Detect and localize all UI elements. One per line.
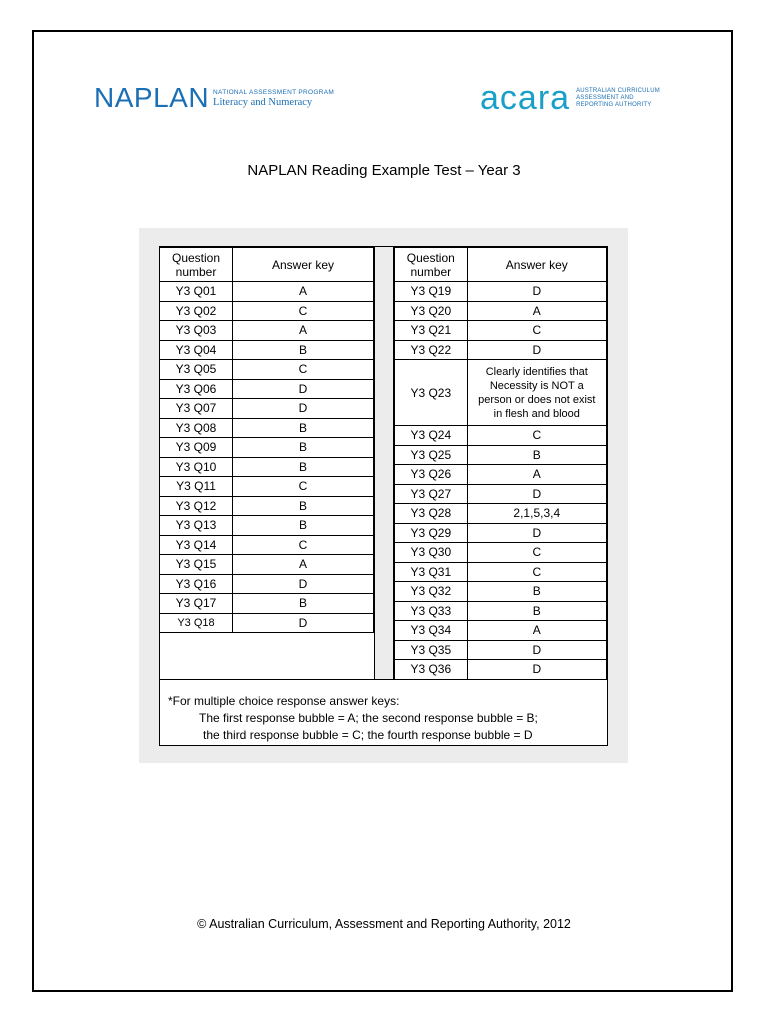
table-row bbox=[395, 445, 607, 465]
question-number-cell: Y3 Q04 bbox=[160, 340, 233, 360]
answer-cell: B bbox=[233, 340, 374, 360]
answer-cell: B bbox=[467, 582, 606, 602]
answer-cell: A bbox=[467, 301, 606, 321]
table-row bbox=[160, 418, 374, 438]
naplan-logo bbox=[94, 84, 334, 112]
naplan-logo-line2: Literacy and Numeracy bbox=[213, 97, 313, 108]
footnote-line-1: *For multiple choice response answer keys: bbox=[168, 694, 400, 708]
table-row bbox=[160, 457, 374, 477]
question-number-cell: Y3 Q23 bbox=[395, 360, 468, 426]
question-number-cell: Y3 Q19 bbox=[395, 282, 468, 302]
question-number-cell: Y3 Q22 bbox=[395, 340, 468, 360]
answer-cell: B bbox=[233, 496, 374, 516]
question-number-cell: Y3 Q12 bbox=[160, 496, 233, 516]
table-row bbox=[160, 301, 374, 321]
table-row bbox=[395, 426, 607, 446]
table-row bbox=[395, 543, 607, 563]
table-row bbox=[160, 613, 374, 633]
answer-cell: C bbox=[467, 426, 606, 446]
table-row bbox=[395, 621, 607, 641]
answer-key-table-right bbox=[394, 247, 607, 680]
table-row bbox=[395, 465, 607, 485]
question-number-cell: Y3 Q02 bbox=[160, 301, 233, 321]
question-number-header-line: number bbox=[410, 264, 452, 279]
answer-cell: C bbox=[233, 477, 374, 497]
question-number-cell: Y3 Q16 bbox=[160, 574, 233, 594]
question-number-cell: Y3 Q14 bbox=[160, 535, 233, 555]
table-row bbox=[395, 484, 607, 504]
table-row bbox=[160, 555, 374, 575]
question-number-cell: Y3 Q20 bbox=[395, 301, 468, 321]
question-number-cell: Y3 Q05 bbox=[160, 360, 233, 380]
answer-cell: D bbox=[467, 484, 606, 504]
answer-cell-line: Clearly identifies that bbox=[485, 365, 588, 378]
answer-cell: D bbox=[233, 379, 374, 399]
question-number-cell: Y3 Q29 bbox=[395, 523, 468, 543]
naplan-logo-line1: NATIONAL ASSESSMENT PROGRAM bbox=[213, 89, 335, 96]
answer-cell: 2,1,5,3,4 bbox=[467, 504, 606, 524]
document-title: NAPLAN Reading Example Test – Year 3 bbox=[247, 162, 521, 179]
answer-cell: A bbox=[467, 621, 606, 641]
table-row bbox=[160, 594, 374, 614]
footnote-line-3: the third response bubble = C; the fourth response bubble = D bbox=[203, 728, 533, 742]
answer-cell: A bbox=[233, 282, 374, 302]
table-row bbox=[160, 438, 374, 458]
acara-logo-word: acara bbox=[480, 79, 571, 117]
question-number-cell: Y3 Q34 bbox=[395, 621, 468, 641]
question-number-cell: Y3 Q35 bbox=[395, 640, 468, 660]
footnote-line-2: The first response bubble = A; the second response bubble = B; bbox=[199, 711, 538, 725]
answer-cell: A bbox=[233, 321, 374, 341]
answer-key-header: Answer key bbox=[467, 248, 606, 282]
question-number-cell: Y3 Q21 bbox=[395, 321, 468, 341]
question-number-header bbox=[395, 248, 468, 282]
question-number-cell: Y3 Q10 bbox=[160, 457, 233, 477]
question-number-cell: Y3 Q17 bbox=[160, 594, 233, 614]
table-row bbox=[160, 535, 374, 555]
table-row bbox=[160, 360, 374, 380]
table-header-row bbox=[395, 248, 607, 282]
table-row bbox=[395, 301, 607, 321]
answer-cell: A bbox=[233, 555, 374, 575]
column-gap bbox=[374, 247, 394, 680]
answer-cell: D bbox=[467, 340, 606, 360]
answer-cell: B bbox=[467, 601, 606, 621]
question-number-cell: Y3 Q11 bbox=[160, 477, 233, 497]
answer-cell: B bbox=[233, 457, 374, 477]
table-row bbox=[395, 660, 607, 680]
question-number-cell: Y3 Q30 bbox=[395, 543, 468, 563]
question-number-cell: Y3 Q09 bbox=[160, 438, 233, 458]
answer-cell: D bbox=[233, 574, 374, 594]
question-number-header bbox=[160, 248, 233, 282]
answer-cell-line: Necessity is NOT a bbox=[489, 379, 584, 392]
table-row bbox=[395, 523, 607, 543]
question-number-cell: Y3 Q33 bbox=[395, 601, 468, 621]
table-row bbox=[160, 321, 374, 341]
naplan-logo-subtitle bbox=[213, 88, 334, 108]
question-number-cell: Y3 Q36 bbox=[395, 660, 468, 680]
answer-key-table-left bbox=[159, 247, 374, 633]
answer-cell: D bbox=[233, 613, 374, 633]
table-row bbox=[160, 516, 374, 536]
answer-cell: D bbox=[467, 282, 606, 302]
answer-cell: C bbox=[467, 543, 606, 563]
question-number-cell: Y3 Q18 bbox=[160, 613, 233, 633]
table-row bbox=[395, 360, 607, 426]
acara-logo-line3: REPORTING AUTHORITY bbox=[576, 101, 652, 108]
question-number-cell: Y3 Q06 bbox=[160, 379, 233, 399]
answer-cell: C bbox=[467, 562, 606, 582]
acara-logo bbox=[480, 79, 660, 117]
table-row bbox=[395, 582, 607, 602]
answer-key-box bbox=[159, 246, 608, 746]
answer-cell: C bbox=[467, 321, 606, 341]
table-divider bbox=[160, 679, 607, 680]
question-number-header-line: Question bbox=[171, 250, 221, 265]
question-number-cell: Y3 Q26 bbox=[395, 465, 468, 485]
answer-key-footnote bbox=[168, 693, 538, 744]
table-row bbox=[395, 601, 607, 621]
table-row bbox=[160, 399, 374, 419]
question-number-cell: Y3 Q15 bbox=[160, 555, 233, 575]
question-number-header-line: number bbox=[175, 264, 217, 279]
answer-cell: B bbox=[233, 438, 374, 458]
answer-cell: D bbox=[233, 399, 374, 419]
question-number-cell: Y3 Q27 bbox=[395, 484, 468, 504]
question-number-header-line: Question bbox=[406, 250, 455, 265]
table-row bbox=[160, 477, 374, 497]
table-row bbox=[395, 504, 607, 524]
question-number-cell: Y3 Q08 bbox=[160, 418, 233, 438]
table-row bbox=[395, 282, 607, 302]
question-number-cell: Y3 Q24 bbox=[395, 426, 468, 446]
acara-logo-line1: AUSTRALIAN CURRICULUM bbox=[576, 87, 660, 94]
answer-cell: C bbox=[233, 535, 374, 555]
answer-cell: B bbox=[233, 418, 374, 438]
answer-cell: B bbox=[233, 516, 374, 536]
question-number-cell: Y3 Q31 bbox=[395, 562, 468, 582]
question-number-cell: Y3 Q13 bbox=[160, 516, 233, 536]
table-header-row bbox=[160, 248, 374, 282]
table-row bbox=[395, 321, 607, 341]
copyright-notice: © Australian Curriculum, Assessment and Reporting Authority, 2012 bbox=[197, 917, 571, 931]
naplan-logo-word: NAPLAN bbox=[94, 82, 210, 113]
table-row bbox=[160, 340, 374, 360]
question-number-cell: Y3 Q32 bbox=[395, 582, 468, 602]
answer-cell: C bbox=[233, 301, 374, 321]
answer-cell: D bbox=[467, 640, 606, 660]
acara-logo-subtitle bbox=[576, 88, 660, 109]
answer-cell bbox=[467, 360, 606, 426]
answer-cell: B bbox=[233, 594, 374, 614]
answer-cell-line: person or does not exist bbox=[478, 393, 596, 406]
table-row bbox=[160, 496, 374, 516]
question-number-cell: Y3 Q07 bbox=[160, 399, 233, 419]
answer-cell: D bbox=[467, 660, 606, 680]
answer-key-header: Answer key bbox=[233, 248, 374, 282]
question-number-cell: Y3 Q25 bbox=[395, 445, 468, 465]
question-number-cell: Y3 Q28 bbox=[395, 504, 468, 524]
answer-cell-line: in flesh and blood bbox=[493, 407, 580, 420]
table-row bbox=[160, 574, 374, 594]
answer-cell: D bbox=[467, 523, 606, 543]
table-row bbox=[395, 340, 607, 360]
question-number-cell: Y3 Q01 bbox=[160, 282, 233, 302]
answer-cell: B bbox=[467, 445, 606, 465]
answer-cell: C bbox=[233, 360, 374, 380]
question-number-cell: Y3 Q03 bbox=[160, 321, 233, 341]
answer-cell: A bbox=[467, 465, 606, 485]
table-row bbox=[395, 562, 607, 582]
table-row bbox=[160, 282, 374, 302]
acara-logo-line2: ASSESSMENT AND bbox=[576, 94, 634, 101]
table-row bbox=[160, 379, 374, 399]
table-row bbox=[395, 640, 607, 660]
